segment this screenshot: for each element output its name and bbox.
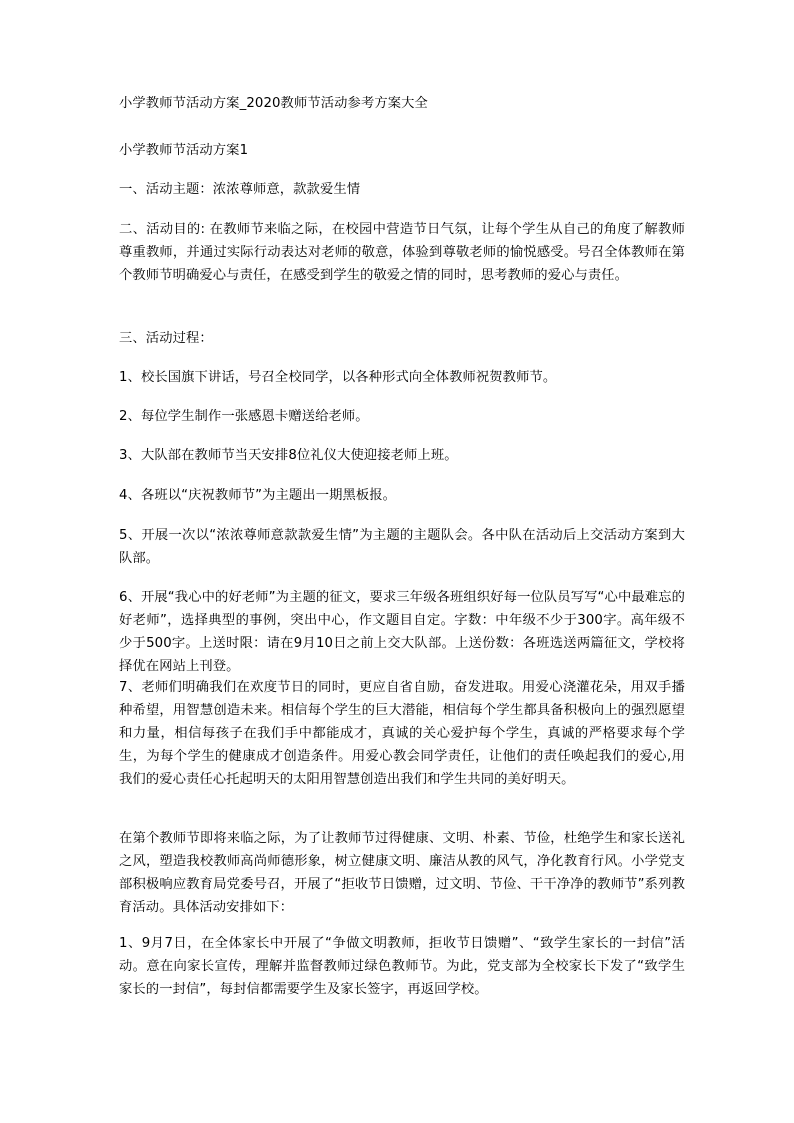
activity-item-1: 1、9月7日，在全体家长中开展了“争做文明教师，拒收节日馈赠”、“致学生家长的一封信”活动。意在向家长宣传，理解并监督教师过绿色教师节。为此，党支部为全校家长下发了“致学生家长的一封信”，每封信都需要学生及家长签字，再返回学校。 xyxy=(119,936,685,997)
process-item-4: 4、各班以“庆祝教师节”为主题出一期黑板报。 xyxy=(119,488,397,503)
document-title: 小学教师节活动方案_2020教师节活动参考方案大全 xyxy=(119,96,428,111)
process-item-7: 7、老师们明确我们在欢度节日的同时，更应自省自励，奋发进取。用爱心浇灌花朵，用双手播种希望，用智慧创造未来。相信每个学生的巨大潜能，相信每个学生都具备积极向上的强烈愿望和力量，相信每孩子在我们手中都能成才，真诚的关心爱护每个学生，真诚的严格要求每个学生，为每个学生的健康成才创造条件。用爱心教会同学责任，让他们的责任唤起我们的爱心,用我们的爱心责任心托起明天的太阳用智慧创造出我们和学生共同的美好明天。 xyxy=(119,680,685,787)
document-subtitle: 小学教师节活动方案1 xyxy=(119,143,249,158)
process-item-1: 1、校长国旗下讲话，号召全校同学，以各种形式向全体教师祝贺教师节。 xyxy=(119,370,557,385)
process-item-2: 2、每位学生制作一张感恩卡赠送给老师。 xyxy=(119,409,369,424)
process-heading: 三、活动过程： xyxy=(119,331,213,346)
process-item-6: 6、开展“我心中的好老师”为主题的征文，要求三年级各班组织好每一位队员写写“心中最难忘的好老师”，选择典型的事例，突出中心，作文题目自定。字数：中年级不少于300字。高年级不少于500字。上送时限：请在9月10日之前上交大队部。上送份数：各班选送两篇征文，学校将择优在网站上刊登。 xyxy=(119,590,685,674)
activity-purpose: 二、活动目的: 在教师节来临之际，在校园中营造节日气氛，让每个学生从自己的角度了解教师尊重教师，并通过实际行动表达对老师的敬意，体验到尊敬老师的愉悦感受。号召全体教师在第个教师节明确爱心与责任，在感受到学生的敬爱之情的同时，思考教师的爱心与责任。 xyxy=(119,222,685,283)
process-item-3: 3、大队部在教师节当天安排8位礼仪大使迎接老师上班。 xyxy=(119,448,458,463)
activity-theme: 一、活动主题：浓浓尊师意，款款爱生情 xyxy=(119,182,361,197)
process-item-5: 5、开展一次以“浓浓尊师意款款爱生情”为主题的主题队会。各中队在活动后上交活动方案到大队部。 xyxy=(119,528,685,566)
intro-paragraph-2: 在第个教师节即将来临之际，为了让教师节过得健康、文明、朴素、节俭，杜绝学生和家长送礼之风，塑造我校教师高尚师德形象，树立健康文明、廉洁从教的风气，净化教育行风。小学党支部积极响应教育局党委号召，开展了“拒收节日馈赠，过文明、节俭、干干净净的教师节”系列教育活动。具体活动安排如下： xyxy=(119,831,685,915)
